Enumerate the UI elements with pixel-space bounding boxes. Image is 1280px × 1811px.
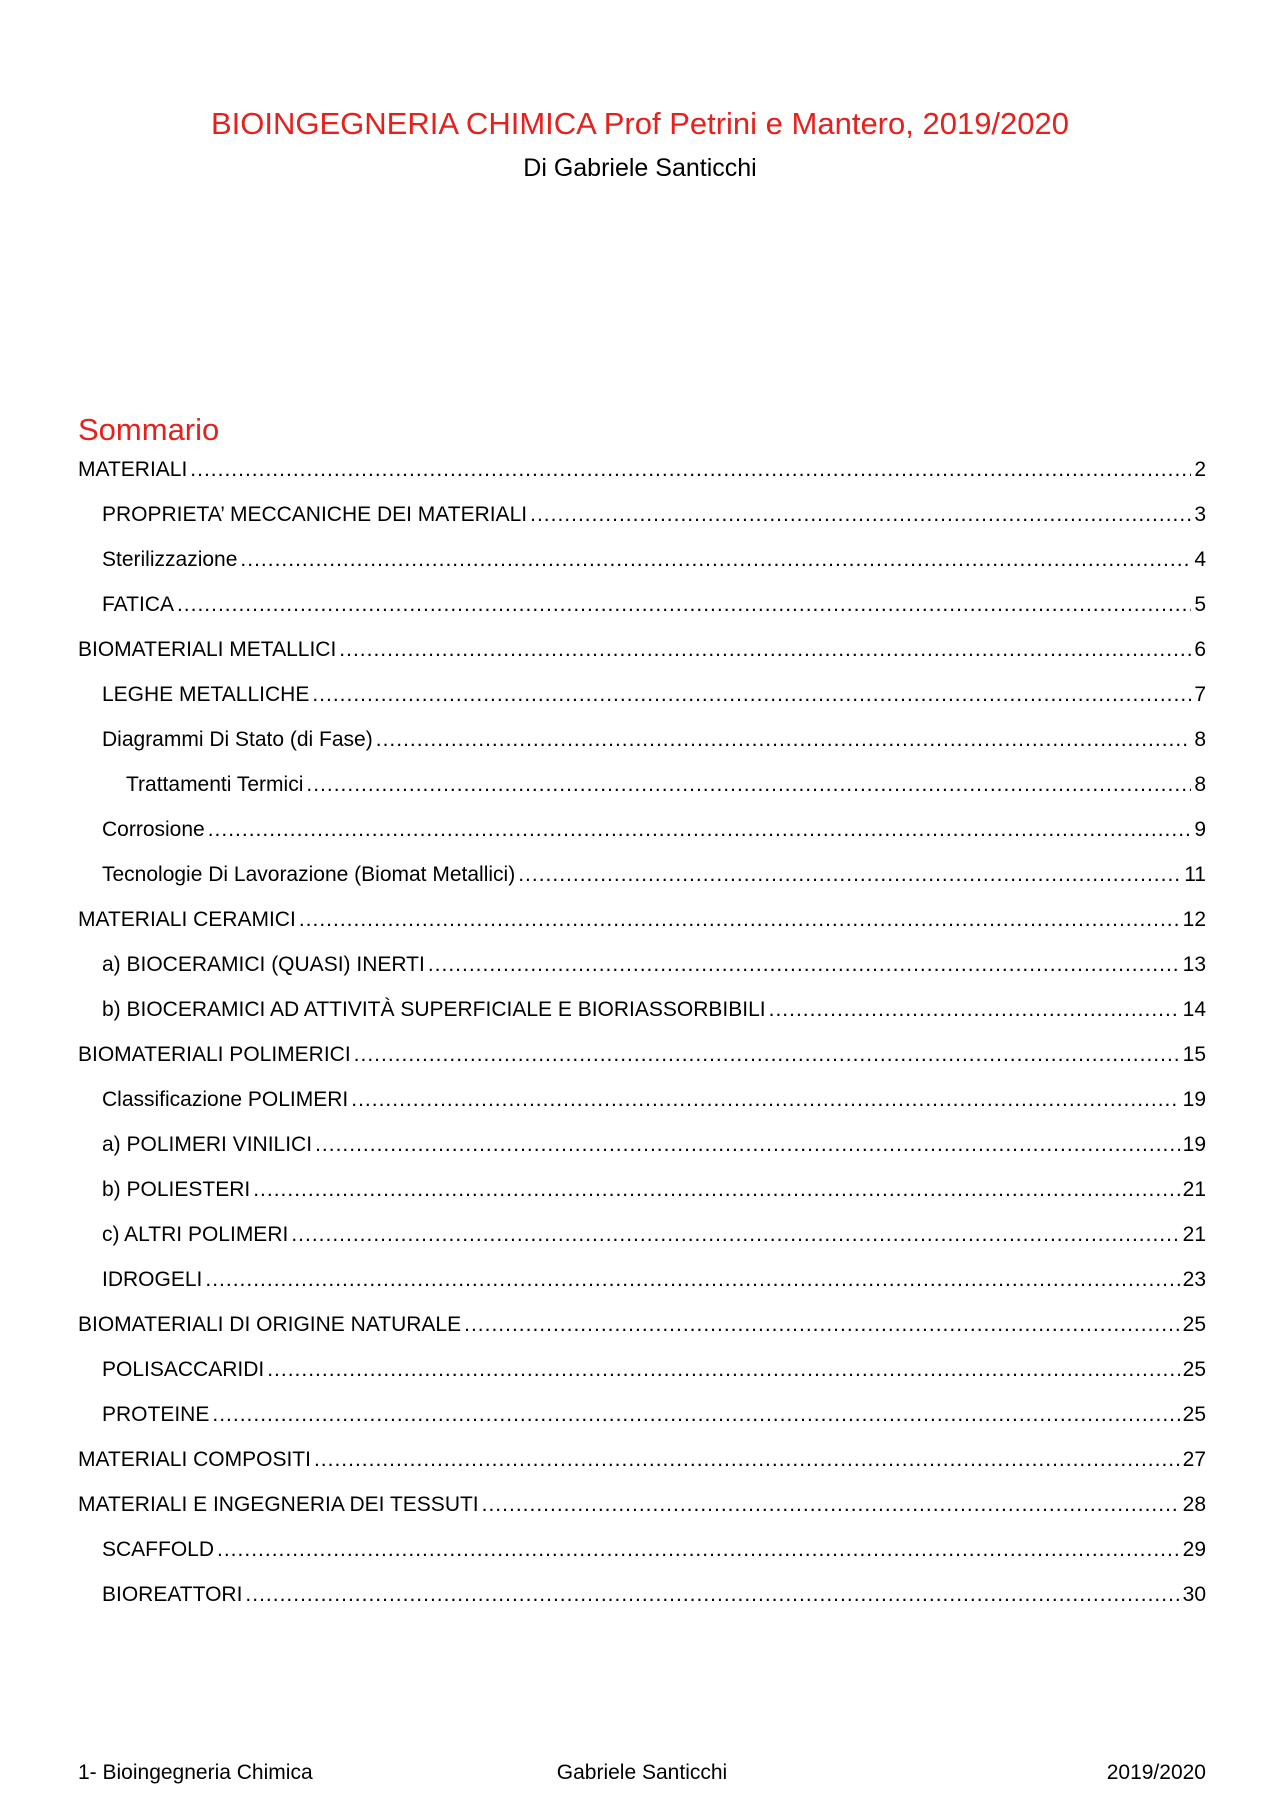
- document-author: Di Gabriele Santicchi: [523, 154, 757, 182]
- toc-entry-page-number: 21: [1182, 1223, 1206, 1246]
- toc-entry-label: BIOMATERIALI DI ORIGINE NATURALE: [78, 1313, 462, 1336]
- toc-entry-page-number: 28: [1182, 1493, 1206, 1516]
- toc-entry-label: LEGHE METALLICHE: [102, 683, 310, 706]
- toc-entry[interactable]: [78, 590, 1206, 635]
- toc-dot-leader: [312, 680, 1191, 710]
- toc-entry[interactable]: [78, 680, 1206, 725]
- toc-dot-leader: [208, 815, 1192, 845]
- toc-entry-label: BIOREATTORI: [102, 1583, 243, 1606]
- toc-dot-leader: [190, 455, 1191, 485]
- toc-entry-label: BIOMATERIALI POLIMERICI: [78, 1043, 351, 1066]
- toc-entry-label: Tecnologie Di Lavorazione (Biomat Metallici): [102, 863, 516, 886]
- toc-entry-label: POLISACCARIDI: [102, 1358, 265, 1381]
- toc-entry-page-number: 19: [1182, 1133, 1206, 1156]
- toc-entry-page-number: 27: [1182, 1448, 1206, 1471]
- toc-entry-label: c) ALTRI POLIMERI: [102, 1223, 289, 1246]
- page-footer: [78, 1758, 1206, 1788]
- toc-entry[interactable]: [78, 1085, 1206, 1130]
- document-title: BIOINGEGNERIA CHIMICA Prof Petrini e Mantero, 2019/2020: [210, 106, 1070, 141]
- toc-entry-page-number: 25: [1182, 1403, 1206, 1426]
- toc-entry-page-number: 9: [1194, 818, 1206, 841]
- toc-entry-label: MATERIALI COMPOSITI: [78, 1448, 311, 1471]
- toc-entry-page-number: 11: [1184, 863, 1206, 886]
- toc-entry-page-number: 25: [1182, 1313, 1206, 1336]
- toc-entry-page-number: 25: [1182, 1358, 1206, 1381]
- toc-entry-label: PROPRIETA’ MECCANICHE DEI MATERIALI: [102, 503, 528, 526]
- toc-entry-page-number: 2: [1194, 458, 1206, 481]
- toc-entry-label: Trattamenti Termici: [126, 773, 304, 796]
- toc-entry-label: MATERIALI E INGEGNERIA DEI TESSUTI: [78, 1493, 479, 1516]
- toc-entry-page-number: 8: [1194, 728, 1206, 751]
- toc-entry[interactable]: [78, 455, 1206, 500]
- toc-entry[interactable]: [78, 905, 1206, 950]
- toc-entry[interactable]: [78, 1220, 1206, 1265]
- toc-entry[interactable]: [78, 815, 1206, 860]
- toc-entry-page-number: 12: [1182, 908, 1206, 931]
- toc-dot-leader: [306, 770, 1191, 800]
- toc-entry[interactable]: [78, 635, 1206, 680]
- toc-entry-label: a) POLIMERI VINILICI: [102, 1133, 313, 1156]
- toc-heading: Sommario: [78, 412, 220, 447]
- toc-dot-leader: [530, 500, 1191, 530]
- toc-dot-leader: [518, 860, 1181, 890]
- toc-entry[interactable]: [78, 1265, 1206, 1310]
- toc-entry-label: SCAFFOLD: [102, 1538, 215, 1561]
- table-of-contents: [78, 455, 1206, 1625]
- toc-dot-leader: [464, 1310, 1180, 1340]
- toc-dot-leader: [769, 995, 1180, 1025]
- toc-entry-page-number: 15: [1182, 1043, 1206, 1066]
- toc-dot-leader: [291, 1220, 1179, 1250]
- toc-dot-leader: [315, 1130, 1180, 1160]
- toc-dot-leader: [267, 1355, 1179, 1385]
- toc-dot-leader: [339, 635, 1191, 665]
- toc-dot-leader: [245, 1580, 1179, 1610]
- toc-entry[interactable]: [78, 1310, 1206, 1355]
- toc-dot-leader: [217, 1535, 1180, 1565]
- toc-entry-page-number: 4: [1194, 548, 1206, 571]
- toc-entry-label: MATERIALI CERAMICI: [78, 908, 296, 931]
- toc-entry-page-number: 3: [1194, 503, 1206, 526]
- toc-entry[interactable]: [78, 545, 1206, 590]
- toc-entry-label: Sterilizzazione: [102, 548, 238, 571]
- toc-entry[interactable]: [78, 500, 1206, 545]
- toc-entry-page-number: 6: [1194, 638, 1206, 661]
- toc-entry-page-number: 7: [1194, 683, 1206, 706]
- footer-left: 1- Bioingegneria Chimica: [78, 1761, 313, 1784]
- toc-entry-label: FATICA: [102, 593, 174, 616]
- toc-entry[interactable]: [78, 725, 1206, 770]
- toc-entry-label: Classificazione POLIMERI: [102, 1088, 349, 1111]
- toc-dot-leader: [177, 590, 1191, 620]
- toc-entry[interactable]: [78, 1400, 1206, 1445]
- toc-dot-leader: [205, 1265, 1179, 1295]
- toc-entry-page-number: 30: [1182, 1583, 1206, 1606]
- toc-entry-page-number: 13: [1182, 953, 1206, 976]
- toc-entry[interactable]: [78, 1175, 1206, 1220]
- toc-entry[interactable]: [78, 1580, 1206, 1625]
- toc-entry-label: Corrosione: [102, 818, 205, 841]
- toc-entry-page-number: 5: [1194, 593, 1206, 616]
- toc-entry[interactable]: [78, 1445, 1206, 1490]
- toc-dot-leader: [351, 1085, 1179, 1115]
- toc-dot-leader: [428, 950, 1180, 980]
- toc-entry-page-number: 8: [1194, 773, 1206, 796]
- toc-entry-page-number: 19: [1182, 1088, 1206, 1111]
- toc-entry[interactable]: [78, 1490, 1206, 1535]
- toc-entry[interactable]: [78, 1130, 1206, 1175]
- toc-entry-label: MATERIALI: [78, 458, 188, 481]
- toc-dot-leader: [376, 725, 1192, 755]
- toc-dot-leader: [253, 1175, 1179, 1205]
- toc-entry-label: b) BIOCERAMICI AD ATTIVITÀ SUPERFICIALE E BIORIASSORBIBILI: [102, 998, 766, 1021]
- toc-dot-leader: [299, 905, 1180, 935]
- toc-entry-label: BIOMATERIALI METALLICI: [78, 638, 337, 661]
- toc-entry-page-number: 21: [1182, 1178, 1206, 1201]
- toc-entry-page-number: 23: [1182, 1268, 1206, 1291]
- toc-entry-page-number: 29: [1182, 1538, 1206, 1561]
- toc-dot-leader: [482, 1490, 1180, 1520]
- toc-dot-leader: [240, 545, 1191, 575]
- toc-entry[interactable]: [78, 1535, 1206, 1580]
- toc-entry[interactable]: [78, 950, 1206, 995]
- toc-entry-page-number: 14: [1182, 998, 1206, 1021]
- toc-entry[interactable]: [78, 770, 1206, 815]
- toc-entry-label: Diagrammi Di Stato (di Fase): [102, 728, 373, 751]
- footer-center: Gabriele Santicchi: [556, 1761, 728, 1784]
- toc-entry-label: b) POLIESTERI: [102, 1178, 251, 1201]
- toc-entry[interactable]: [78, 1355, 1206, 1400]
- toc-entry[interactable]: [78, 860, 1206, 905]
- toc-dot-leader: [314, 1445, 1180, 1475]
- toc-entry[interactable]: [78, 1040, 1206, 1085]
- toc-entry-label: PROTEINE: [102, 1403, 210, 1426]
- toc-entry-label: IDROGELI: [102, 1268, 203, 1291]
- toc-entry[interactable]: [78, 995, 1206, 1040]
- footer-right: 2019/2020: [1106, 1761, 1206, 1784]
- toc-dot-leader: [354, 1040, 1180, 1070]
- toc-dot-leader: [212, 1400, 1179, 1430]
- toc-entry-label: a) BIOCERAMICI (QUASI) INERTI: [102, 953, 425, 976]
